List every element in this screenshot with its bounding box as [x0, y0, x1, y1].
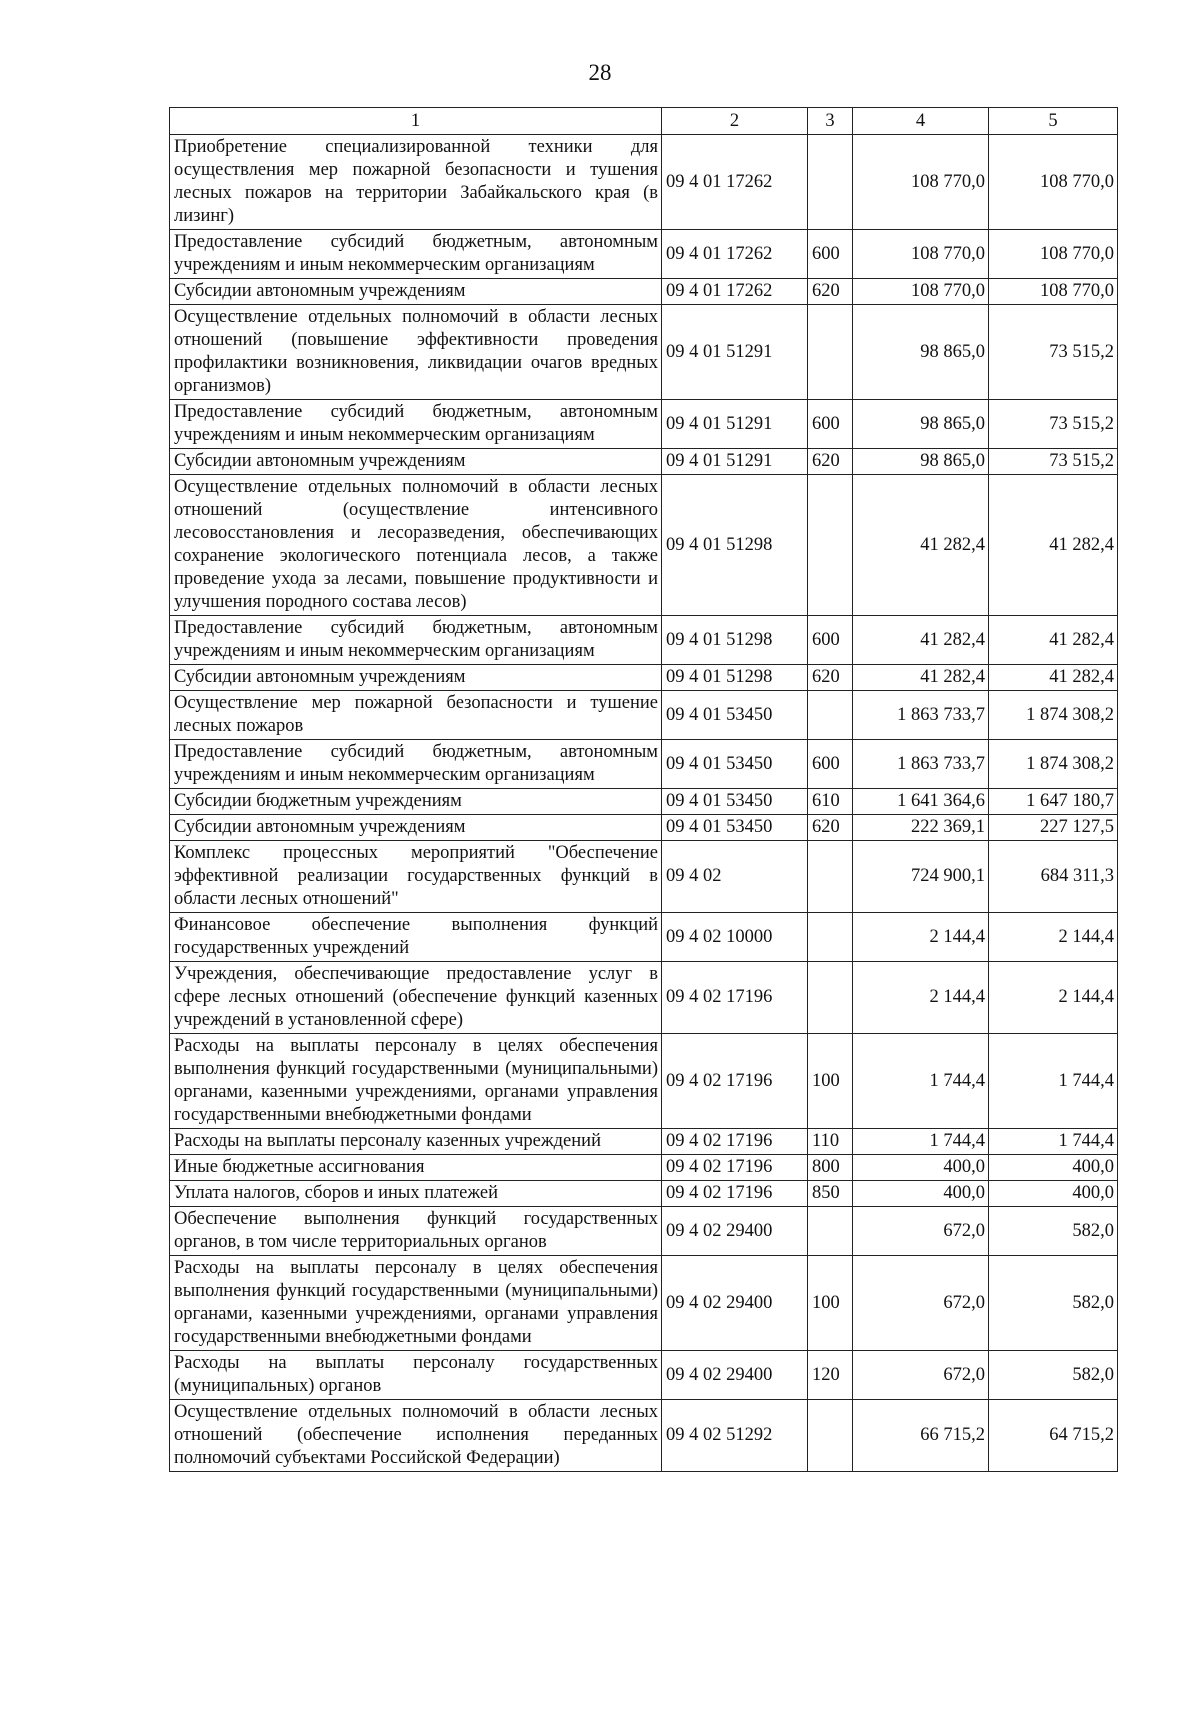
row-code: 09 4 01 51291 [662, 449, 808, 475]
row-name: Иные бюджетные ассигнования [170, 1155, 662, 1181]
row-value-year1: 1 744,4 [853, 1129, 989, 1155]
table-row [170, 1181, 1118, 1207]
row-value-year2: 684 311,3 [989, 841, 1118, 913]
row-value-year2: 73 515,2 [989, 305, 1118, 400]
row-code: 09 4 02 17196 [662, 1034, 808, 1129]
row-name: Расходы на выплаты персоналу в целях обеспечения выполнения функций государственными (муниципальными) органами, казенными учреждениями, органами управления государственными внебюджетными фондами [170, 1256, 662, 1351]
row-name: Расходы на выплаты персоналу казенных учреждений [170, 1129, 662, 1155]
row-name: Осуществление отдельных полномочий в области лесных отношений (обеспечение исполнения переданных полномочий субъектами Российской Федерации) [170, 1400, 662, 1472]
table-row [170, 815, 1118, 841]
table-row [170, 913, 1118, 962]
row-value-year2: 108 770,0 [989, 230, 1118, 279]
row-name: Обеспечение выполнения функций государственных органов, в том числе территориальных органов [170, 1207, 662, 1256]
table-row [170, 400, 1118, 449]
row-value-year1: 98 865,0 [853, 449, 989, 475]
row-expense-type: 100 [808, 1034, 853, 1129]
row-name: Субсидии автономным учреждениям [170, 279, 662, 305]
row-name: Учреждения, обеспечивающие предоставление услуг в сфере лесных отношений (обеспечение функций казенных учреждений в установленной сфере) [170, 962, 662, 1034]
row-code: 09 4 01 53450 [662, 815, 808, 841]
row-expense-type: 100 [808, 1256, 853, 1351]
row-code: 09 4 01 17262 [662, 135, 808, 230]
row-value-year2: 108 770,0 [989, 135, 1118, 230]
row-value-year1: 400,0 [853, 1155, 989, 1181]
table-row [170, 665, 1118, 691]
row-name: Осуществление отдельных полномочий в области лесных отношений (осуществление интенсивного лесовосстановления и лесоразведения, обеспечивающих сохранение экологического потенциала лесов, а также проведение ухода за лесами, повышение продуктивности и улучшения породного состава лесов) [170, 475, 662, 616]
row-name: Уплата налогов, сборов и иных платежей [170, 1181, 662, 1207]
row-value-year1: 41 282,4 [853, 616, 989, 665]
row-value-year2: 73 515,2 [989, 449, 1118, 475]
row-expense-type [808, 841, 853, 913]
row-name: Комплекс процессных мероприятий "Обеспечение эффективной реализации государственных функций в области лесных отношений" [170, 841, 662, 913]
row-name: Расходы на выплаты персоналу в целях обеспечения выполнения функций государственными (муниципальными) органами, казенными учреждениями, органами управления государственными внебюджетными фондами [170, 1034, 662, 1129]
row-code: 09 4 01 51298 [662, 616, 808, 665]
row-value-year1: 41 282,4 [853, 665, 989, 691]
row-expense-type [808, 962, 853, 1034]
row-value-year2: 582,0 [989, 1256, 1118, 1351]
row-expense-type [808, 475, 853, 616]
table-row [170, 1351, 1118, 1400]
column-header: 1 [170, 108, 662, 135]
row-value-year2: 1 744,4 [989, 1034, 1118, 1129]
budget-table [169, 107, 1118, 1472]
row-value-year1: 1 863 733,7 [853, 740, 989, 789]
row-expense-type: 620 [808, 449, 853, 475]
row-expense-type [808, 135, 853, 230]
row-code: 09 4 02 [662, 841, 808, 913]
row-name: Финансовое обеспечение выполнения функций государственных учреждений [170, 913, 662, 962]
row-value-year1: 222 369,1 [853, 815, 989, 841]
row-expense-type: 620 [808, 815, 853, 841]
row-code: 09 4 02 17196 [662, 962, 808, 1034]
row-value-year1: 108 770,0 [853, 279, 989, 305]
row-value-year2: 1 874 308,2 [989, 691, 1118, 740]
row-expense-type: 620 [808, 279, 853, 305]
row-expense-type [808, 913, 853, 962]
row-value-year1: 672,0 [853, 1207, 989, 1256]
row-value-year1: 2 144,4 [853, 962, 989, 1034]
row-expense-type [808, 305, 853, 400]
row-code: 09 4 01 53450 [662, 789, 808, 815]
row-code: 09 4 02 29400 [662, 1351, 808, 1400]
table-row [170, 1256, 1118, 1351]
row-expense-type: 110 [808, 1129, 853, 1155]
row-value-year1: 672,0 [853, 1256, 989, 1351]
table-row [170, 1129, 1118, 1155]
row-expense-type: 620 [808, 665, 853, 691]
table-row [170, 135, 1118, 230]
row-value-year2: 400,0 [989, 1155, 1118, 1181]
row-code: 09 4 01 17262 [662, 230, 808, 279]
row-value-year2: 400,0 [989, 1181, 1118, 1207]
page-number: 28 [588, 60, 612, 85]
row-expense-type: 600 [808, 616, 853, 665]
row-value-year1: 98 865,0 [853, 305, 989, 400]
row-value-year2: 227 127,5 [989, 815, 1118, 841]
row-name: Субсидии бюджетным учреждениям [170, 789, 662, 815]
row-expense-type [808, 691, 853, 740]
table-body [170, 135, 1118, 1472]
row-value-year2: 2 144,4 [989, 962, 1118, 1034]
row-value-year1: 2 144,4 [853, 913, 989, 962]
row-name: Осуществление мер пожарной безопасности и тушение лесных пожаров [170, 691, 662, 740]
row-value-year1: 66 715,2 [853, 1400, 989, 1472]
row-expense-type: 120 [808, 1351, 853, 1400]
table-row [170, 1155, 1118, 1181]
table-row [170, 475, 1118, 616]
row-code: 09 4 01 53450 [662, 691, 808, 740]
column-header: 5 [989, 108, 1118, 135]
table-row [170, 789, 1118, 815]
row-value-year1: 672,0 [853, 1351, 989, 1400]
row-value-year2: 41 282,4 [989, 475, 1118, 616]
row-expense-type: 600 [808, 740, 853, 789]
table-row [170, 1400, 1118, 1472]
row-code: 09 4 01 51298 [662, 475, 808, 616]
table-row [170, 230, 1118, 279]
row-expense-type: 850 [808, 1181, 853, 1207]
row-code: 09 4 01 17262 [662, 279, 808, 305]
column-header: 4 [853, 108, 989, 135]
row-name: Предоставление субсидий бюджетным, автономным учреждениям и иным некоммерческим организациям [170, 400, 662, 449]
row-value-year2: 2 144,4 [989, 913, 1118, 962]
row-value-year2: 41 282,4 [989, 665, 1118, 691]
row-expense-type: 800 [808, 1155, 853, 1181]
row-name: Субсидии автономным учреждениям [170, 449, 662, 475]
row-name: Предоставление субсидий бюджетным, автономным учреждениям и иным некоммерческим организациям [170, 230, 662, 279]
row-name: Осуществление отдельных полномочий в области лесных отношений (повышение эффективности проведения профилактики возникновения, ликвидации очагов вредных организмов) [170, 305, 662, 400]
table-row [170, 616, 1118, 665]
row-code: 09 4 02 10000 [662, 913, 808, 962]
row-name: Субсидии автономным учреждениям [170, 815, 662, 841]
row-name: Расходы на выплаты персоналу государственных (муниципальных) органов [170, 1351, 662, 1400]
row-code: 09 4 01 53450 [662, 740, 808, 789]
table-row [170, 691, 1118, 740]
row-value-year1: 1 863 733,7 [853, 691, 989, 740]
table-row [170, 305, 1118, 400]
row-value-year2: 582,0 [989, 1351, 1118, 1400]
row-expense-type: 600 [808, 400, 853, 449]
row-code: 09 4 02 51292 [662, 1400, 808, 1472]
row-value-year1: 1 641 364,6 [853, 789, 989, 815]
row-value-year2: 1 744,4 [989, 1129, 1118, 1155]
row-value-year1: 108 770,0 [853, 135, 989, 230]
row-expense-type: 600 [808, 230, 853, 279]
table-row [170, 841, 1118, 913]
row-name: Предоставление субсидий бюджетным, автономным учреждениям и иным некоммерческим организациям [170, 740, 662, 789]
row-value-year1: 108 770,0 [853, 230, 989, 279]
row-value-year2: 1 874 308,2 [989, 740, 1118, 789]
row-code: 09 4 01 51291 [662, 305, 808, 400]
row-value-year2: 108 770,0 [989, 279, 1118, 305]
row-value-year1: 41 282,4 [853, 475, 989, 616]
row-value-year2: 1 647 180,7 [989, 789, 1118, 815]
row-value-year1: 724 900,1 [853, 841, 989, 913]
row-expense-type: 610 [808, 789, 853, 815]
column-header: 3 [808, 108, 853, 135]
row-code: 09 4 01 51291 [662, 400, 808, 449]
row-expense-type [808, 1207, 853, 1256]
column-header: 2 [662, 108, 808, 135]
row-code: 09 4 02 17196 [662, 1155, 808, 1181]
row-value-year1: 1 744,4 [853, 1034, 989, 1129]
table-row [170, 962, 1118, 1034]
header-row [170, 108, 1118, 135]
table-row [170, 279, 1118, 305]
table-row [170, 449, 1118, 475]
row-value-year2: 73 515,2 [989, 400, 1118, 449]
row-value-year2: 582,0 [989, 1207, 1118, 1256]
row-name: Приобретение специализированной техники для осуществления мер пожарной безопасности и тушения лесных пожаров на территории Забайкальского края (в лизинг) [170, 135, 662, 230]
row-value-year2: 41 282,4 [989, 616, 1118, 665]
row-value-year1: 400,0 [853, 1181, 989, 1207]
row-value-year1: 98 865,0 [853, 400, 989, 449]
row-expense-type [808, 1400, 853, 1472]
table-row [170, 740, 1118, 789]
row-name: Предоставление субсидий бюджетным, автономным учреждениям и иным некоммерческим организациям [170, 616, 662, 665]
row-code: 09 4 02 17196 [662, 1129, 808, 1155]
table-row [170, 1034, 1118, 1129]
row-code: 09 4 02 29400 [662, 1256, 808, 1351]
row-value-year2: 64 715,2 [989, 1400, 1118, 1472]
row-code: 09 4 02 29400 [662, 1207, 808, 1256]
row-code: 09 4 02 17196 [662, 1181, 808, 1207]
row-code: 09 4 01 51298 [662, 665, 808, 691]
row-name: Субсидии автономным учреждениям [170, 665, 662, 691]
table-row [170, 1207, 1118, 1256]
